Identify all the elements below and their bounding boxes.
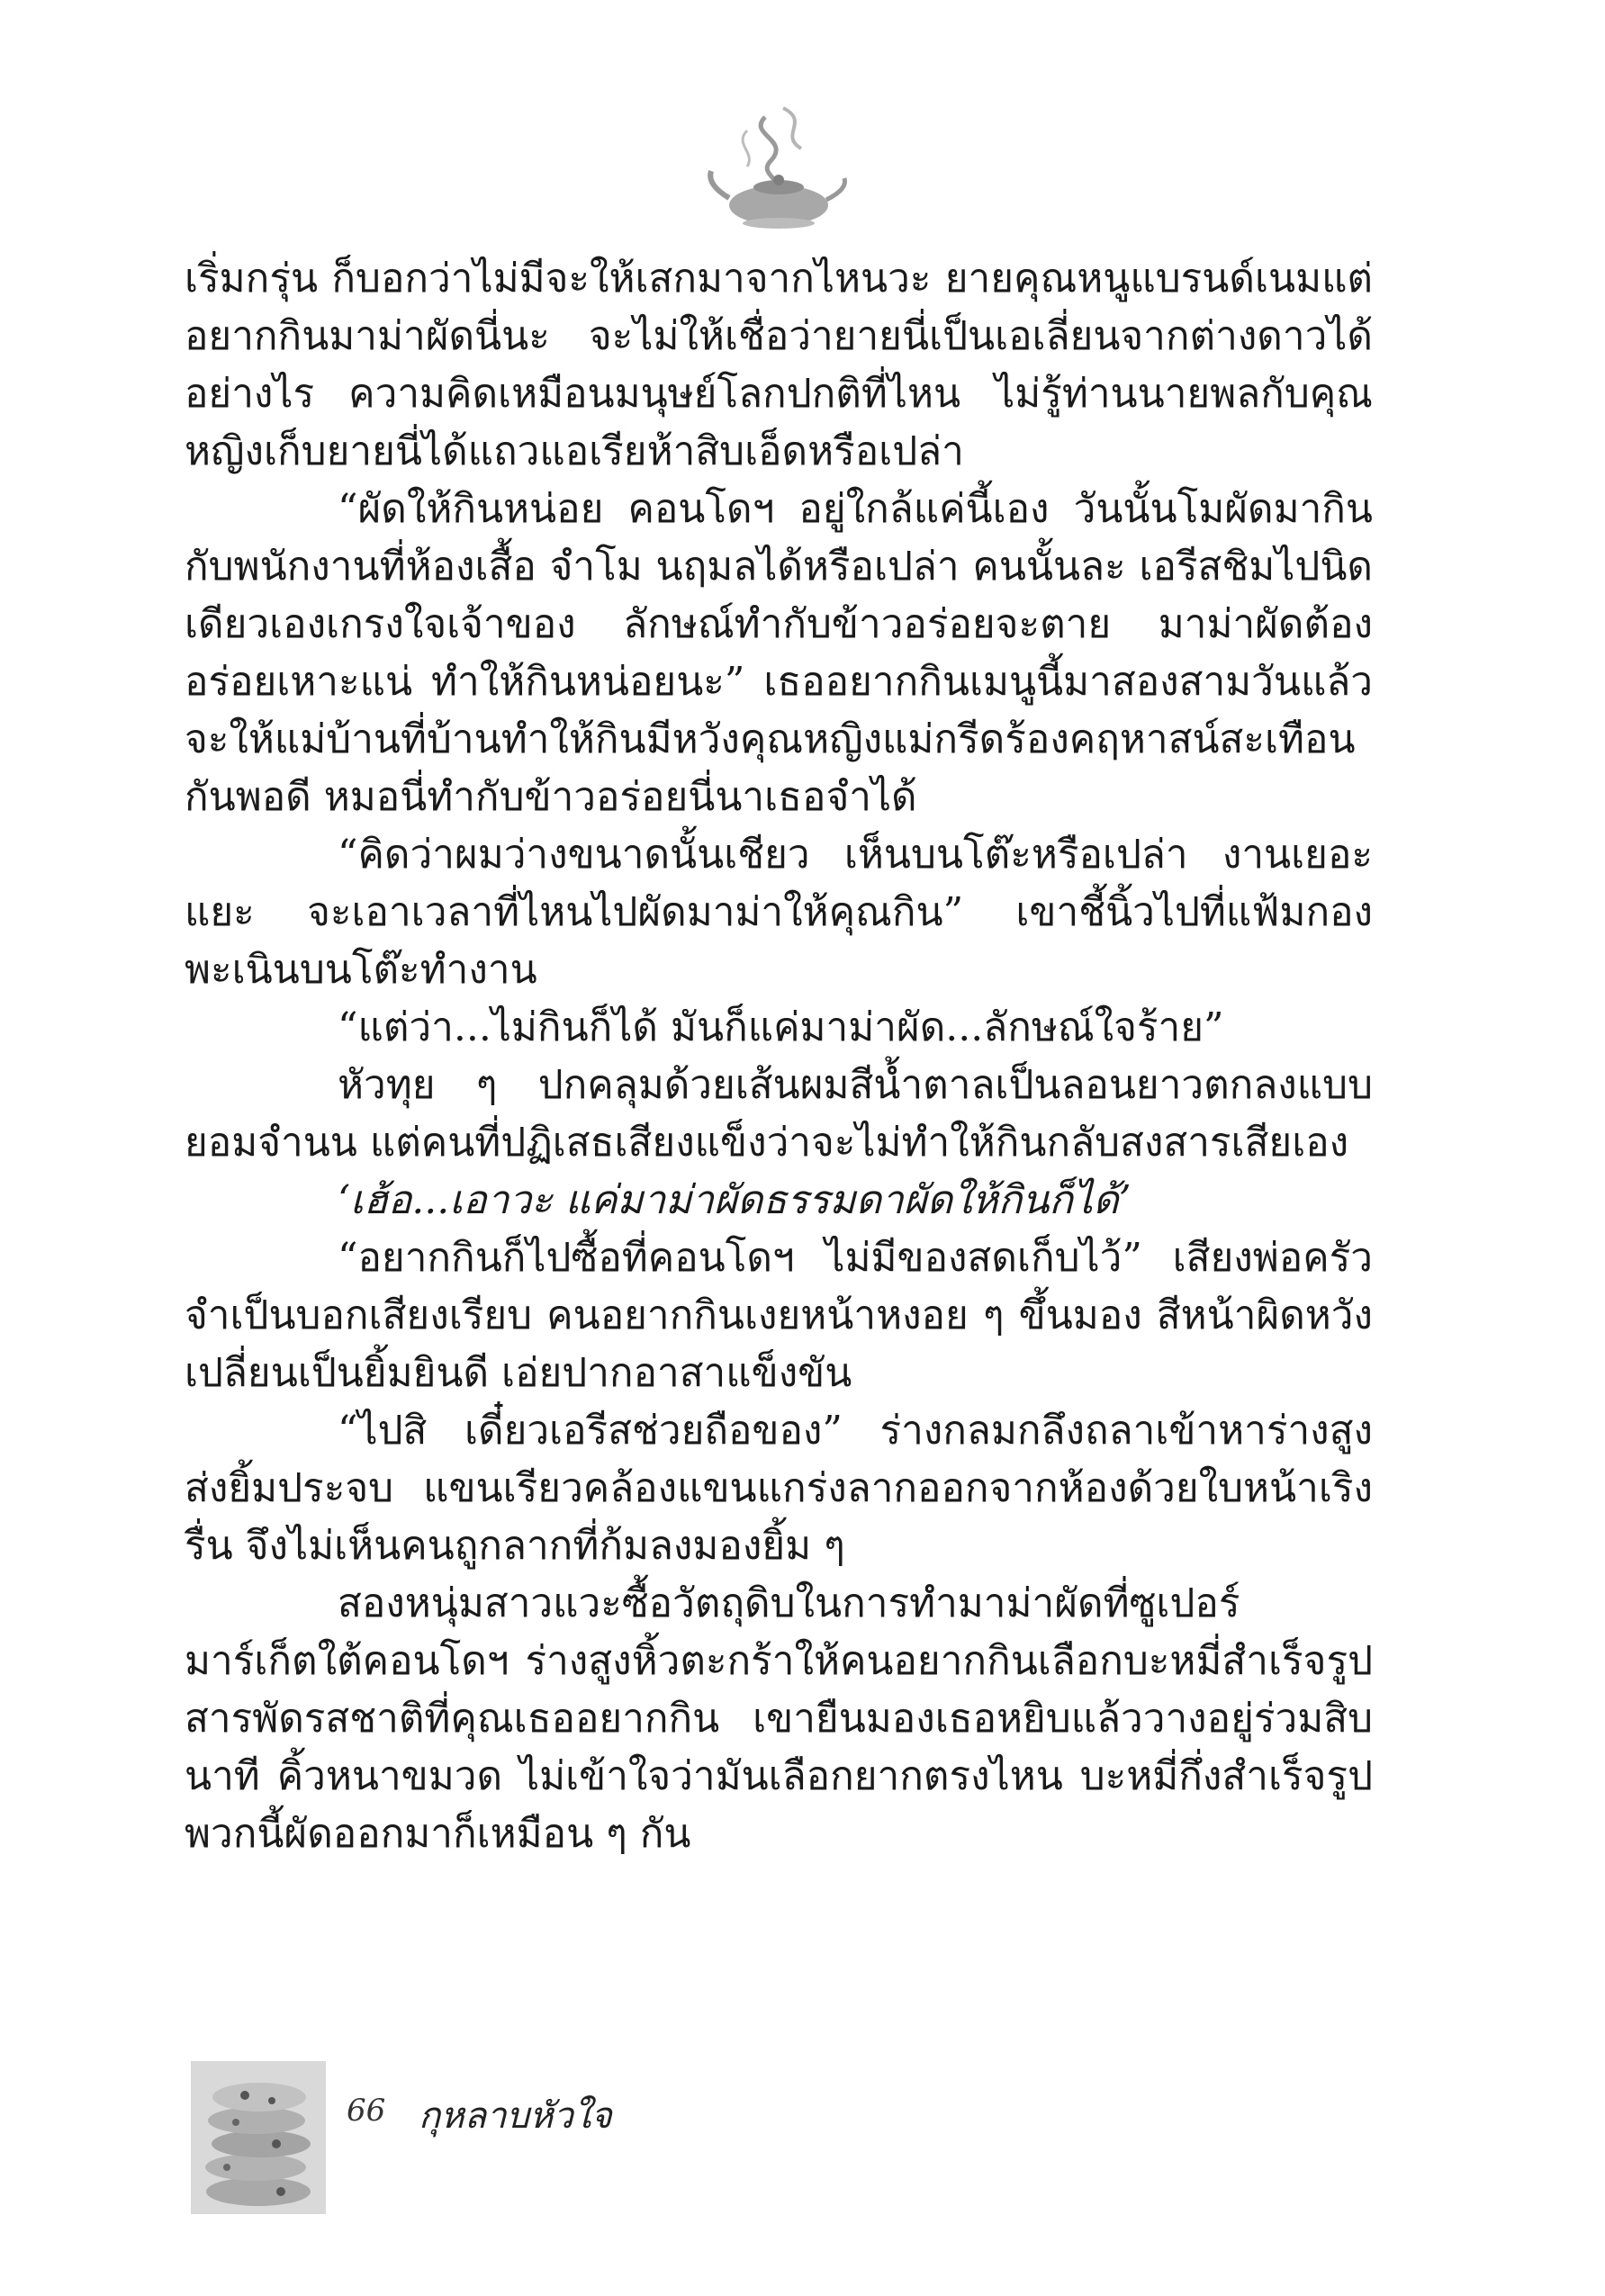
paragraph: “อยากกินก็ไปซื้อที่คอนโดฯ ไม่มีของสดเก็บไว้” เสียงพ่อครัวจำเป็นบอกเสียงเรียบ คนอยากกินเงยหน้าหงอย ๆ ขึ้นมอง สีหน้าผิดหวังเปลี่ยนเป็นยิ้มยินดี เอ่ยปากอาสาแข็งขัน bbox=[185, 1235, 1373, 1396]
paragraph: “ไปสิ เดี๋ยวเอรีสช่วยถือของ” ร่างกลมกลึงถลาเข้าหาร่างสูง ส่งยิ้มประจบ แขนเรียวคล้องแขนแกร่งลากออกจากห้องด้วยใบหน้าเริงรื่น จึงไม่เห็นคนถูกลากที่ก้มลงมองยิ้ม ๆ bbox=[185, 1408, 1373, 1569]
paragraph: “ผัดให้กินหน่อย คอนโดฯ อยู่ใกล้แค่นี้เอง วันนั้นโมผัดมากินกับพนักงานที่ห้องเสื้อ จำโม นฤมลได้หรือเปล่า คนนั้นละ เอรีสชิมไปนิดเดียวเองเกรงใจเจ้าของ ลักษณ์ทำกับข้าวอร่อยจะตาย มาม่าผัดต้องอร่อยเหาะแน่ ทำให้กินหน่อยนะ” เธออยากกินเมนูนี้มาสองสามวันแล้ว จะให้แม่บ้านที่บ้านทำให้กินมีหวังคุณหญิงแม่กรีดร้องคฤหาสน์สะเทือนกันพอดี หมอนี่ทำกับข้าวอร่อยนี่นาเธอจำได้ bbox=[185, 486, 1373, 820]
teapot-steam-ornament-icon bbox=[693, 99, 855, 234]
book-title: กุหลาบหัวใจ bbox=[419, 2095, 612, 2137]
paragraph: “คิดว่าผมว่างขนาดนั้นเชียว เห็นบนโต๊ะหรือเปล่า งานเยอะแยะ จะเอาเวลาที่ไหนไปผัดมาม่าให้คุณกิน” เขาชี้นิ้วไปที่แฟ้มกองพะเนินบนโต๊ะทำงาน bbox=[185, 832, 1373, 993]
paragraph: หัวทุย ๆ ปกคลุมด้วยเส้นผมสีน้ำตาลเป็นลอนยาวตกลงแบบยอมจำนน แต่คนที่ปฏิเสธเสียงแข็งว่าจะไม่ทำให้กินกลับสงสารเสียเอง bbox=[185, 1062, 1373, 1166]
paragraph: สองหนุ่มสาวแวะซื้อวัตถุดิบในการทำมาม่าผัดที่ซูเปอร์มาร์เก็ตใต้คอนโดฯ ร่างสูงหิ้วตะกร้าให้คนอยากกินเลือกบะหมี่สำเร็จรูปสารพัดรสชาติที่คุณเธออยากกิน เขายืนมองเธอหยิบแล้ววางอยู่ร่วมสิบนาที คิ้วหนาขมวด ไม่เข้าใจว่ามันเลือกยากตรงไหน บะหมี่กึ่งสำเร็จรูปพวกนี้ผัดออกมาก็เหมือน ๆ กัน bbox=[185, 1580, 1373, 1857]
paragraph-inner-thought: ‘เฮ้อ...เอาวะ แค่มาม่าผัดธรรมดาผัดให้กินก็ได้’ bbox=[338, 1177, 1132, 1223]
page-number: 66 bbox=[347, 2093, 386, 2129]
paragraph: เริ่มกรุ่น ก็บอกว่าไม่มีจะให้เสกมาจากไหนวะ ยายคุณหนูแบรนด์เนมแต่อยากกินมาม่าผัดนี่นะ จะไม่ให้เชื่อว่ายายนี่เป็นเอเลี่ยนจากต่างดาวได้อย่างไร ความคิดเหมือนมนุษย์โลกปกติที่ไหน ไม่รู้ท่านนายพลกับคุณหญิงเก็บยายนี่ได้แถวแอเรียห้าสิบเอ็ดหรือเปล่า bbox=[185, 256, 1373, 474]
story-body bbox=[185, 250, 1373, 1863]
cookie-stack-icon bbox=[191, 2061, 326, 2214]
paragraph: “แต่ว่า...ไม่กินก็ได้ มันก็แค่มาม่าผัด...ลักษณ์ใจร้าย” bbox=[338, 1004, 1224, 1050]
